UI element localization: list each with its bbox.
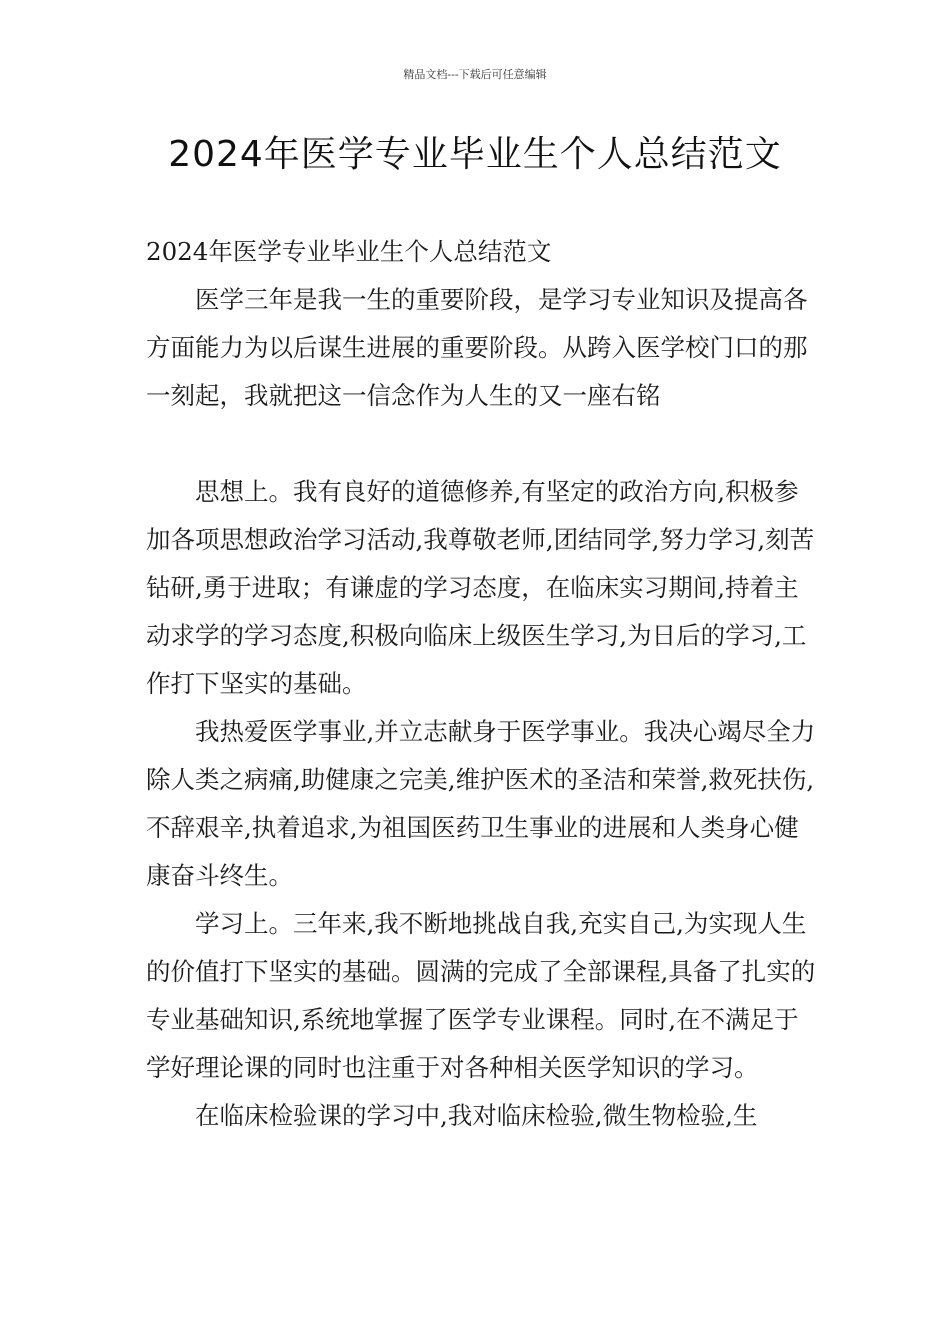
paragraph-thought: 思想上。我有良好的道德修养,有坚定的政治方向,积极参加各项思想政治学习活动,我尊敬老师,团结同学,努力学习,刻苦钻研,勇于进取；有谦虚的学习态度，在临床实习期间,持着主动求学的学习态度,积极向临床上级医生学习,为日后的学习,工作打下坚实的基础。 (146, 477, 815, 698)
paragraph-devotion: 我热爱医学事业,并立志献身于医学事业。我决心竭尽全力除人类之病痛,助健康之完美,维护医术的圣洁和荣誉,救死扶伤,不辞艰辛,执着追求,为祖国医药卫生事业的进展和人类身心健康奋斗终生。 (146, 717, 816, 890)
header-note: 精品文档---下载后可任意编辑 (403, 68, 547, 81)
paragraph-study: 学习上。三年来,我不断地挑战自我,充实自己,为实现人生的价值打下坚实的基础。圆满的完成了全部课程,具备了扎实的专业基础知识,系统地掌握了医学专业课程。同时,在不满足于学好理论课的同时也注重于对各种相关医学知识的学习。 (146, 909, 816, 1082)
paragraph-gap (146, 420, 818, 468)
paragraph-intro: 医学三年是我一生的重要阶段，是学习专业知识及提高各方面能力为以后谋生进展的重要阶段。从跨入医学校门口的那一刻起，我就把这一信念作为人生的又一座右铭 (146, 285, 808, 410)
document-body (146, 228, 818, 1140)
paragraph-clinical: 在临床检验课的学习中,我对临床检验,微生物检验,生 (195, 1101, 758, 1130)
document-subtitle: 2024年医学专业毕业生个人总结范文 (146, 237, 552, 266)
document-title: 2024年医学专业毕业生个人总结范文 (168, 134, 782, 175)
